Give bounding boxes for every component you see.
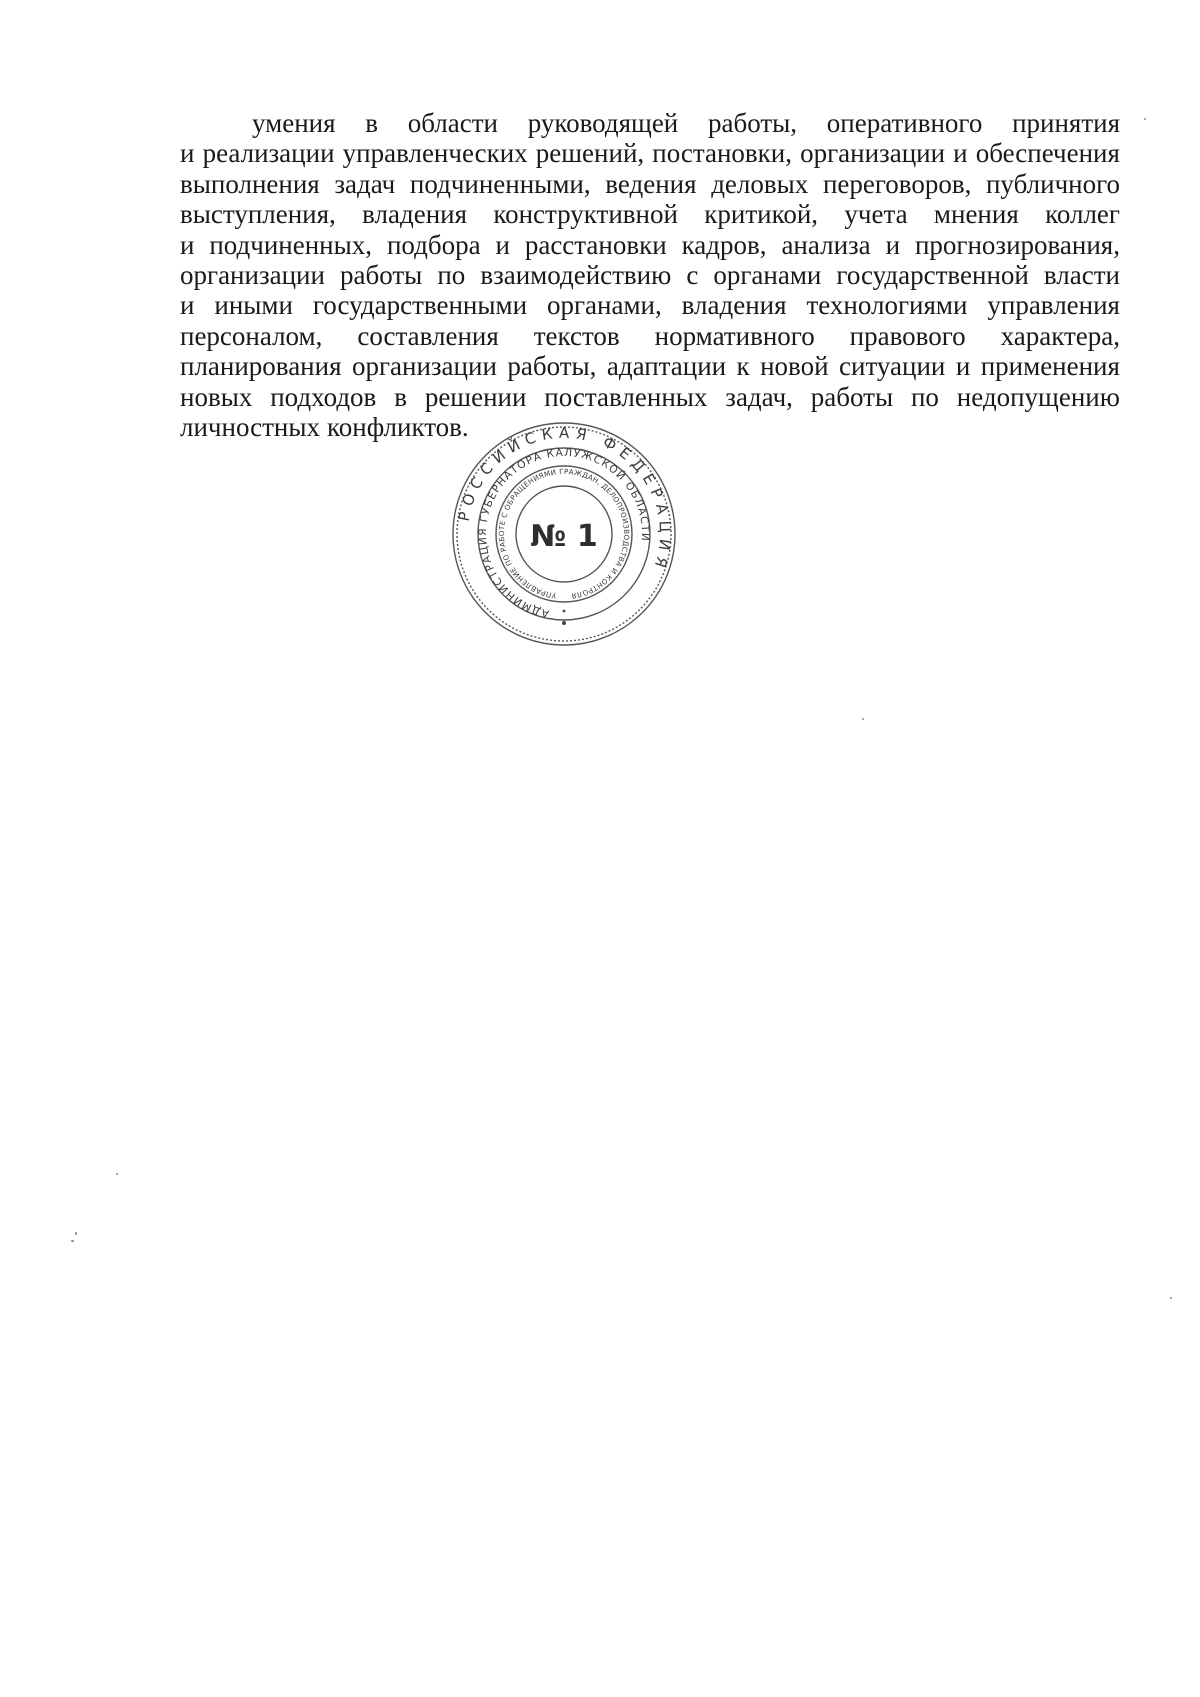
paragraph-word: критикой, xyxy=(704,199,819,230)
paragraph-word: руководящей xyxy=(527,108,679,138)
paragraph-word: к xyxy=(736,351,750,382)
paragraph-word: текстов xyxy=(533,320,620,351)
paragraph-word: расстановки xyxy=(524,229,667,260)
scan-speck xyxy=(75,1232,77,1235)
paragraph-word: ведения xyxy=(605,168,697,199)
paragraph-word: задач xyxy=(334,168,396,199)
paragraph-word: управления xyxy=(987,290,1120,321)
paragraph-word: персоналом, xyxy=(180,320,323,351)
scan-speck xyxy=(71,1240,74,1242)
paragraph-line xyxy=(180,169,1120,199)
scan-speck xyxy=(116,1173,118,1175)
paragraph-word: постановки, xyxy=(652,138,792,169)
paragraph-word: оперативного xyxy=(826,108,983,138)
paragraph-word: в xyxy=(394,381,407,412)
paragraph-word: работы xyxy=(340,259,423,290)
paragraph-word: недопущению xyxy=(956,381,1120,412)
paragraph-line xyxy=(180,108,1120,138)
paragraph-word: обеспечения xyxy=(975,138,1120,169)
paragraph-word: коллег xyxy=(1045,199,1120,230)
paragraph-word: конфликтов. xyxy=(327,411,469,442)
paragraph-line xyxy=(180,351,1120,381)
paragraph-word: и xyxy=(180,229,195,260)
paragraph-word: решении xyxy=(424,381,527,412)
paragraph-word: управленческих xyxy=(342,138,528,169)
paragraph-word: учета xyxy=(844,199,908,230)
paragraph-word: иными xyxy=(214,290,293,321)
paragraph-word: организации xyxy=(800,138,946,169)
paragraph-word: в xyxy=(365,108,378,138)
paragraph-word: поставленных xyxy=(544,381,708,412)
official-seal-stamp xyxy=(450,420,678,648)
paragraph-word: выполнения xyxy=(180,168,320,199)
scan-speck xyxy=(1144,118,1146,120)
paragraph-line xyxy=(180,230,1120,260)
paragraph-word: ситуации xyxy=(839,351,946,382)
paragraph-word: подчиненными, xyxy=(409,168,591,199)
paragraph-word: государственной xyxy=(836,259,1029,290)
paragraph-word: организации xyxy=(180,259,325,290)
paragraph-word: переговоров, xyxy=(822,168,972,199)
paragraph-line xyxy=(180,199,1120,229)
paragraph-word: умения xyxy=(252,108,336,138)
scan-speck xyxy=(862,718,864,720)
paragraph-word: работы, xyxy=(707,108,798,138)
paragraph-word: реализации xyxy=(202,138,335,169)
paragraph-word: по xyxy=(437,259,466,290)
paragraph-word: власти xyxy=(1043,259,1120,290)
paragraph-word: органами xyxy=(713,259,822,290)
paragraph-word: владения xyxy=(681,290,787,321)
seal-outer-text: РОССИЙСКАЯ ФЕДЕРАЦИЯ xyxy=(454,423,675,576)
paragraph-word: публичного xyxy=(985,168,1120,199)
paragraph-word: технологиями xyxy=(806,290,968,321)
paragraph-word: планирования xyxy=(180,351,342,382)
paragraph-line xyxy=(180,260,1120,290)
seal-inner-text: УПРАВЛЕНИЕ ПО РАБОТЕ С ОБРАЩЕНИЯМИ ГРАЖДАН, ДЕЛОПРОИЗВОДСТВА И КОНТРОЛЯ xyxy=(496,466,632,601)
paragraph-line xyxy=(180,290,1120,320)
paragraph-line xyxy=(180,382,1120,412)
paragraph-word: конструктивной xyxy=(493,199,678,230)
paragraph-word: новой xyxy=(760,351,829,382)
paragraph-word: работы, xyxy=(507,351,597,382)
paragraph-word: организации xyxy=(351,351,497,382)
paragraph-word: и xyxy=(955,351,971,382)
paragraph-word: и xyxy=(885,229,901,260)
paragraph-word: и xyxy=(495,229,510,260)
paragraph-word: работы xyxy=(810,381,894,412)
paragraph-word: области xyxy=(407,108,498,138)
paragraph-word: характера, xyxy=(1000,320,1120,351)
paragraph-word: с xyxy=(686,259,699,290)
paragraph-word: кадров, xyxy=(681,229,767,260)
paragraph-word: подбора xyxy=(386,229,481,260)
paragraph-word: органами, xyxy=(546,290,662,321)
paragraph-line xyxy=(180,138,1120,168)
paragraph-word: личностных xyxy=(180,411,320,442)
paragraph-word: и xyxy=(180,290,195,321)
document-paragraph xyxy=(180,108,1120,442)
paragraph-word: анализа xyxy=(781,229,871,260)
paragraph-word: мнения xyxy=(933,199,1019,230)
paragraph-word: подходов xyxy=(270,381,377,412)
paragraph-word: и xyxy=(180,138,195,169)
paragraph-word: владения xyxy=(362,199,468,230)
paragraph-word: составления xyxy=(357,320,499,351)
scan-speck xyxy=(1170,1297,1172,1299)
paragraph-word: по xyxy=(910,381,939,412)
seal-star-icons xyxy=(562,610,566,625)
paragraph-line xyxy=(180,321,1120,351)
paragraph-word: адаптации xyxy=(606,351,727,382)
paragraph-word: и xyxy=(953,138,968,169)
seal-middle-text: АДМИНИСТРАЦИЯ ГУБЕРНАТОРА КАЛУЖСКОЙ ОБЛАСТИ xyxy=(476,446,652,620)
paragraph-word: задач, xyxy=(725,381,793,412)
paragraph-word: правового xyxy=(849,320,966,351)
paragraph-word: новых xyxy=(180,381,253,412)
paragraph-word: решений, xyxy=(535,138,645,169)
paragraph-word: подчиненных, xyxy=(209,229,373,260)
paragraph-word: выступления, xyxy=(180,199,336,230)
paragraph-word: принятия xyxy=(1012,108,1120,138)
paragraph-word: взаимодействию xyxy=(480,259,672,290)
paragraph-word: государственными xyxy=(312,290,528,321)
seal-center-number: № 1 xyxy=(530,519,598,554)
paragraph-word: прогнозирования, xyxy=(914,229,1120,260)
paragraph-word: нормативного xyxy=(654,320,815,351)
paragraph-word: применения xyxy=(980,351,1120,382)
paragraph-word: деловых xyxy=(711,168,809,199)
